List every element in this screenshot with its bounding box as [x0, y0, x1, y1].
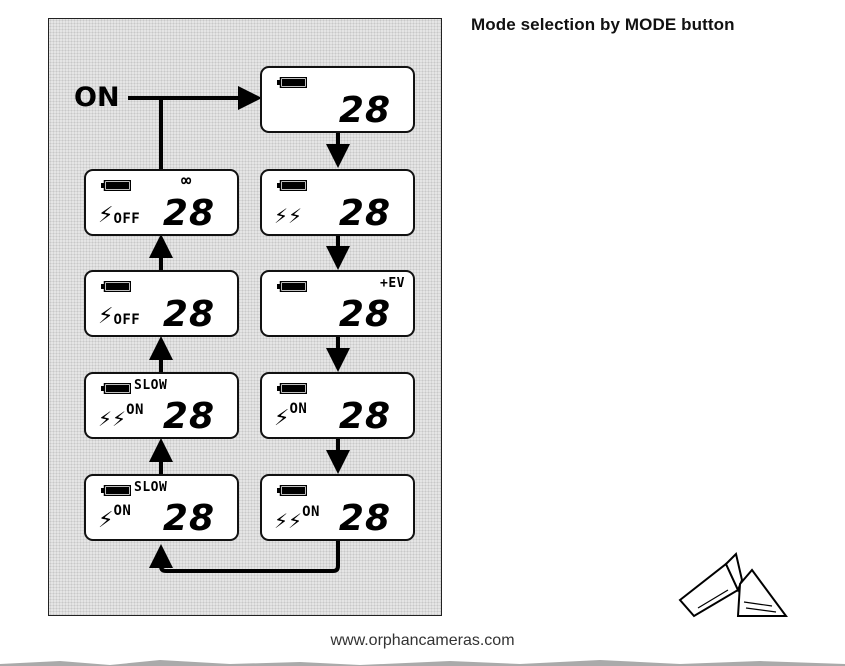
paper-fold-illustration: [676, 550, 792, 620]
frame-counter: 28: [338, 396, 391, 437]
lcd-display-flash-off: [84, 270, 239, 337]
frame-counter: 28: [162, 193, 215, 234]
lcd-display-fill-flash: [260, 169, 415, 236]
lcd-display-slow-flash-on: [84, 474, 239, 541]
flash-icon: ⚡$^{ON}$: [98, 503, 132, 533]
page-title: Mode selection by MODE button: [471, 15, 735, 34]
battery-icon: [277, 180, 307, 191]
frame-counter: 28: [162, 396, 215, 437]
lcd-display-flash-off-infinity: [84, 169, 239, 236]
frame-counter: 28: [338, 294, 391, 335]
flash-icon: ⚡⚡$^{ON}$: [274, 504, 320, 533]
battery-icon: [277, 77, 307, 88]
lcd-display-slow-fill-flash-on: [84, 372, 239, 439]
battery-icon: [277, 485, 307, 496]
lcd-display-flash-on: [260, 372, 415, 439]
battery-icon: [101, 485, 131, 496]
frame-counter: 28: [162, 498, 215, 539]
battery-icon: [277, 383, 307, 394]
frame-counter: 28: [162, 294, 215, 335]
slow-indicator: SLOW: [134, 480, 168, 495]
frame-counter: 28: [338, 90, 391, 131]
battery-icon: [101, 383, 131, 394]
flash-icon: ⚡OFF: [98, 203, 141, 228]
return-loop: [161, 541, 338, 571]
footer-url: www.orphancameras.com: [330, 632, 515, 649]
lcd-display-auto: [260, 66, 415, 133]
frame-counter: 28: [338, 498, 391, 539]
battery-icon: [277, 281, 307, 292]
slow-indicator: SLOW: [134, 378, 168, 393]
ev-indicator: +EV: [380, 276, 405, 291]
scan-edge-noise: [0, 652, 845, 666]
lcd-display-exposure-comp: [260, 270, 415, 337]
on-label: ON: [74, 82, 120, 113]
flash-icon: ⚡OFF: [98, 304, 141, 329]
flash-icon: ⚡⚡$^{ON}$: [98, 402, 144, 431]
frame-counter: 28: [338, 193, 391, 234]
flash-icon: ⚡⚡: [274, 204, 303, 228]
infinity-icon: ∞: [181, 171, 192, 191]
lcd-display-fill-flash-on: [260, 474, 415, 541]
battery-icon: [101, 281, 131, 292]
flash-icon: ⚡$^{ON}$: [274, 401, 308, 431]
battery-icon: [101, 180, 131, 191]
